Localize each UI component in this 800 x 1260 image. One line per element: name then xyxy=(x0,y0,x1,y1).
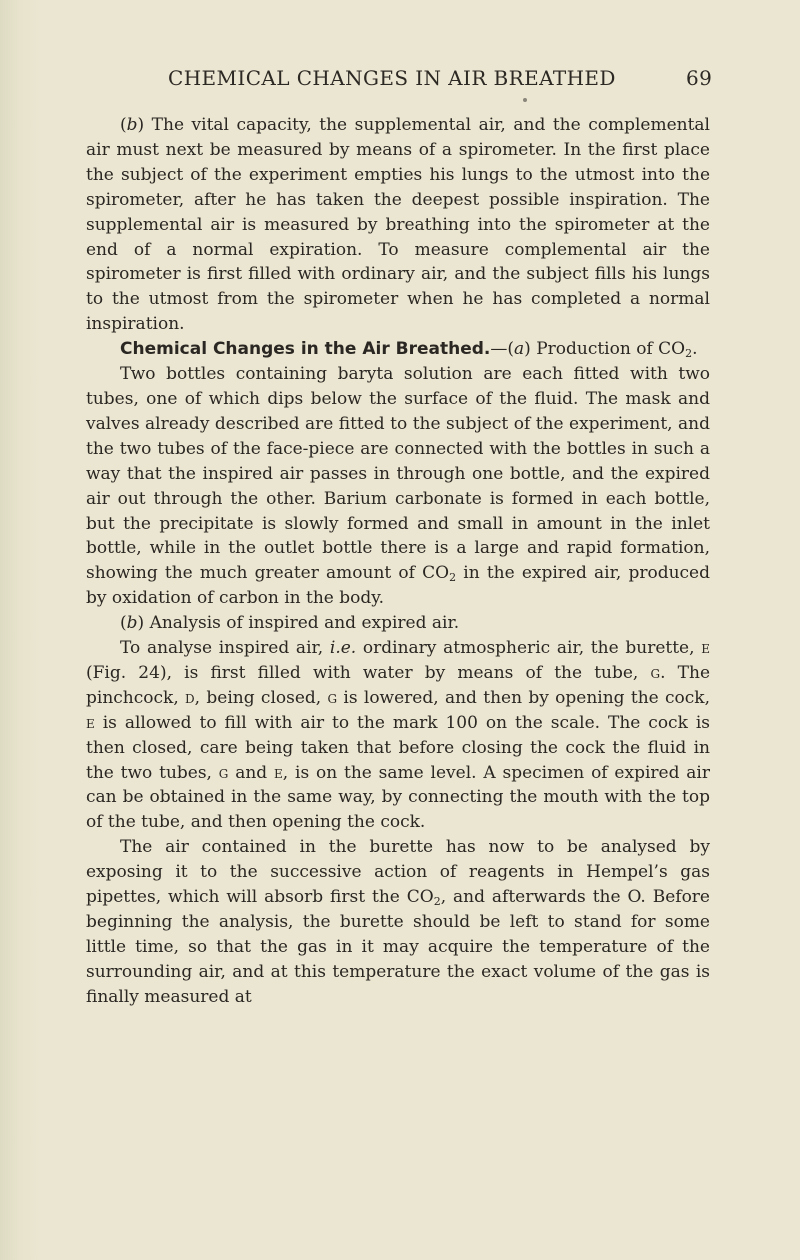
text-run: To analyse inspired air, xyxy=(120,638,330,659)
italic-text: b xyxy=(126,613,138,634)
text-run: —( xyxy=(490,339,515,360)
figure-letter-label: d xyxy=(185,687,195,708)
text-run: and xyxy=(228,762,275,783)
paragraph-burette-procedure xyxy=(86,636,710,835)
figure-letter-label: e xyxy=(274,762,283,783)
text-run: is allowed to fill with air to the mark 100 on the scale. The cock is then closed, care being taken that before closing the cock the fluid in the two tubes, xyxy=(86,712,710,783)
body-text xyxy=(86,113,710,1010)
text-run: . The pinchcock, xyxy=(86,662,711,708)
text-run: ) Production of CO xyxy=(524,339,686,360)
italic-text: i.e. xyxy=(329,638,357,659)
subheading-analysis xyxy=(86,611,710,636)
text-run: Two bottles containing baryta solution are each fitted with two tubes, one of which dips below the surface of the fluid. The mask and valves already described are fitted to the subject of the experiment, and the two tubes of the face-piece are connected with the bottles in such a way that the inspired air passes in through one bottle, and the expired air out through the other. Barium carbonate is formed in each bottle, but the precipitate is slowly formed and small in amount in the inlet bottle, while in the outlet bottle there is a large and rapid formation, showing the much greater amount of CO xyxy=(86,364,710,584)
paragraph-vital-capacity xyxy=(86,113,710,337)
text-run: ( xyxy=(120,115,127,135)
text-run: , and afterwards the O. Before beginning the analysis, the burette should be left to stand for some little time, so that the gas in it may acquire the temperature of the surrounding air, and at this temperature the exact volume of the gas is finally measured at xyxy=(86,887,710,1007)
italic-text: b xyxy=(126,115,138,135)
text-run: , being closed, xyxy=(194,687,328,708)
ink-dot-decoration xyxy=(523,98,527,102)
subscript: 2 xyxy=(433,895,441,909)
paragraph-baryta-experiment xyxy=(86,362,710,611)
text-run: is lowered, and then by opening the cock, xyxy=(337,687,711,708)
paragraph-hempel-pipettes xyxy=(86,835,710,1009)
heading-text: Chemical Changes in the Air Breathed. xyxy=(120,339,491,360)
text-run: ) The vital capacity, the supplemental air, and the complemental air must next be measured by means of a spirometer. In the first place the subject of the experiment empties his lungs to the utmost into the spirometer, after he has taken the deepest possible inspiration. The supplemental air is measured by breathing into the spirometer at the end of a normal expiration. To measure complemental air the spirometer is first filled with ordinary air, and the subject fills his lungs to the utmost from the spirometer when he has completed a normal inspiration. xyxy=(86,115,710,335)
figure-letter-label: g xyxy=(327,687,338,708)
italic-text: a xyxy=(514,339,525,360)
section-heading-chemical-changes xyxy=(86,337,710,362)
figure-letter-label: g xyxy=(218,762,229,783)
text-run: ( xyxy=(120,613,127,634)
text-run: ) Analysis of inspired and expired air. xyxy=(137,613,460,634)
subscript: 2 xyxy=(449,571,457,585)
text-run: (Fig. 24), is first filled with water by means of the tube, xyxy=(86,662,651,683)
text-run: ordinary atmospheric air, the burette, xyxy=(356,638,702,659)
text-run: in the expired air, produced by oxidation of carbon in the body. xyxy=(86,563,710,609)
figure-letter-label: e xyxy=(86,712,95,733)
figure-letter-label: e xyxy=(701,638,710,659)
subscript: 2 xyxy=(685,347,693,361)
running-title: CHEMICAL CHANGES IN AIR BREATHED xyxy=(168,66,616,90)
text-run: , is on the same level. A specimen of expired air can be obtained in the same way, by connecting the mouth with the top of the tube, and then opening the cock. xyxy=(86,762,710,833)
figure-letter-label: g xyxy=(650,662,661,683)
page-number: 69 xyxy=(686,66,713,90)
text-run: . xyxy=(692,339,698,360)
text-run: The air contained in the burette has now to be analysed by exposing it to the successive action of reagents in Hempel’s gas pipettes, which will absorb first the CO xyxy=(86,837,710,908)
